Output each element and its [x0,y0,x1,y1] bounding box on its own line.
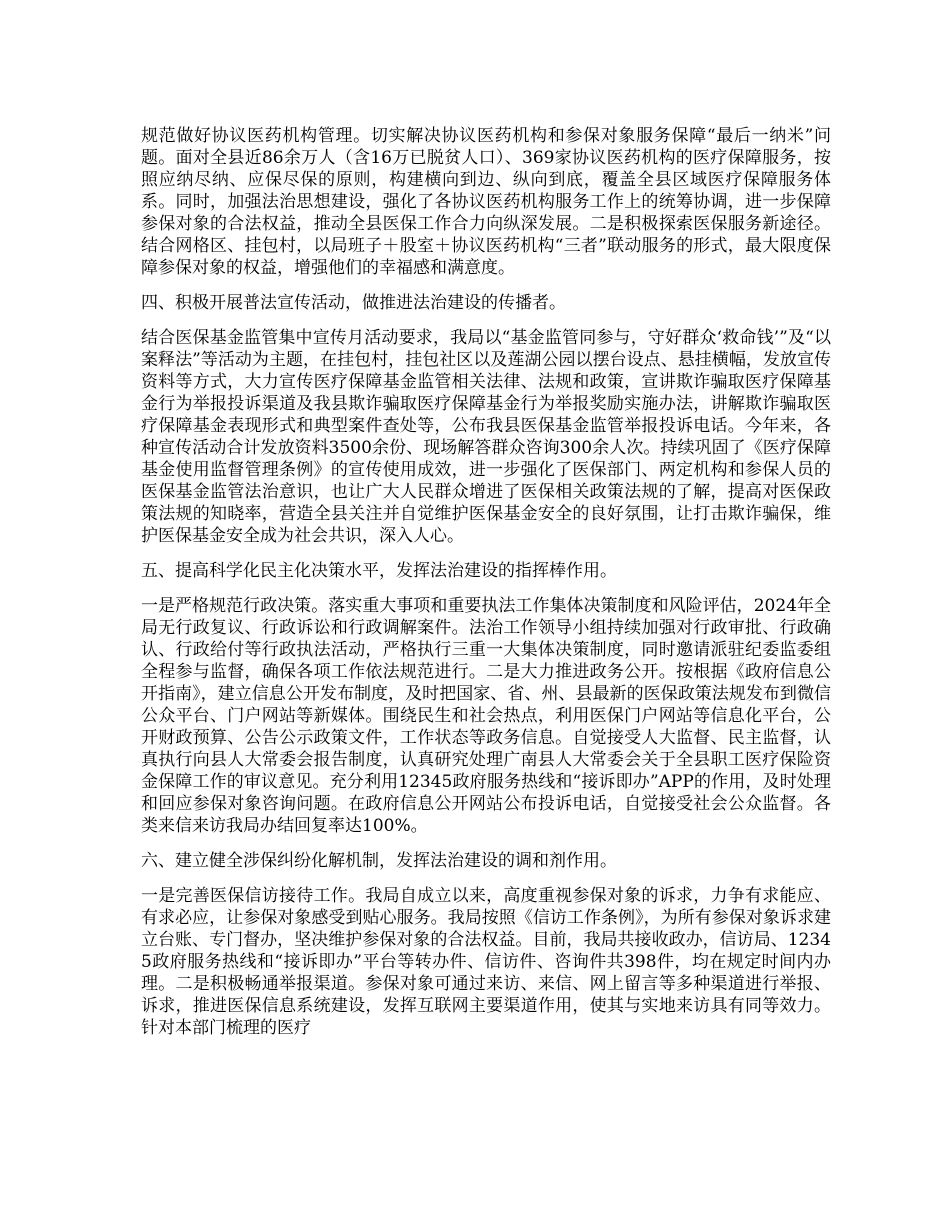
paragraph-decision-making: 一是严格规范行政决策。落实重大事项和重要执法工作集体决策制度和风险评估，2024年全局无行政复议、行政诉讼和行政调解案件。法治工作领导小组持续加强对行政审批、行政确认、行政给付等行政执法活动，严格执行三重一大集体决策制度，同时邀请派驻纪委监委组全程参与监督，确保各项工作依法规范进行。二是大力推进政务公开。按根据《政府信息公开指南》，建立信息公开发布制度，及时把国家、省、州、县最新的医保政策法规发布到微信公众平台、门户网站等新媒体。围绕民生和社会热点，利用医保门户网站等信息化平台，公开财政预算、公告公示政策文件，工作状态等政务信息。自觉接受人大监督、民主监督，认真执行向县人大常委会报告制度，认真研究处理广南县人大常委会关于全县职工医疗保险资金保障工作的审议意见。充分利用12345政府服务热线和“接诉即办”APP的作用，及时处理和回应参保对象咨询问题。在政府信息公开网站公布投诉电话，自觉接受社会公众监督。各类来信来访我局办结回复率达100%。 [141,596,831,836]
paragraph-protocol-institutions: 规范做好协议医药机构管理。切实解决协议医药机构和参保对象服务保障“最后一纳米”问题。面对全县近86余万人（含16万已脱贫人口）、369家协议医药机构的医疗保障服务，按照应纳尽纳、应保尽保的原则，构建横向到边、纵向到底，覆盖全县区域医疗保障服务体系。同时，加强法治思想建设，强化了各协议医药机构服务工作上的统筹协调，进一步保障参保对象的合法权益，推动全县医保工作合力向纵深发展。二是积极探索医保服务新途径。结合网格区、挂包村，以局班子＋股室＋协议医药机构“三者”联动服务的形式，最大限度保障参保对象的权益，增强他们的幸福感和满意度。 [141,126,831,278]
section-heading-4: 四、积极开展普法宣传活动，做推进法治建设的传播者。 [141,293,566,313]
paragraph-legal-publicity: 结合医保基金监管集中宣传月活动要求，我局以“基金监管同参与，守好群众‘救命钱’”及“以案释法”等活动为主题，在挂包村，挂包社区以及莲湖公园以摆台设点、悬挂横幅，发放宣传资料等方式，大力宣传医疗保障基金监管相关法律、法规和政策，宣讲欺诈骗取医疗保障基金行为举报投诉渠道及我县欺诈骗取医疗保障基金行为举报奖励实施办法，讲解欺诈骗取医疗保障基金表现形式和典型案件查处等，公布我县医保基金监管举报投诉电话。今年来，各种宣传活动合计发放资料3500余份、现场解答群众咨询300余人次。持续巩固了《医疗保障基金使用监督管理条例》的宣传使用成效，进一步强化了医保部门、两定机构和参保人员的医保基金监管法治意识，也让广大人民群众增进了医保相关政策法规的了解，提高对医保政策法规的知晓率，营造全县关注并自觉维护医保基金安全的良好氛围，让打击欺诈骗保，维护医保基金安全成为社会共识，深入人心。 [141,328,831,546]
section-heading-6: 六、建立健全涉保纠纷化解机制，发挥法治建设的调和剂作用。 [141,851,617,871]
section-heading-5: 五、提高科学化民主化决策水平，发挥法治建设的指挥棒作用。 [141,561,617,581]
paragraph-dispute-resolution: 一是完善医保信访接待工作。我局自成立以来，高度重视参保对象的诉求，力争有求能应、有求必应，让参保对象感受到贴心服务。我局按照《信访工作条例》，为所有参保对象诉求建立台账、专门督办，坚决维护参保对象的合法权益。目前，我局共接收政办，信访局、12345政府服务热线和“接诉即办”平台等转办件、信访件、咨询件共398件，均在规定时间内办理。二是积极畅通举报渠道。参保对象可通过来访、来信、网上留言等多种渠道进行举报、诉求，推进医保信息系统建设，发挥互联网主要渠道作用，使其与实地来访具有同等效力。针对本部门梳理的医疗 [141,886,831,1038]
document-body [141,125,831,1052]
